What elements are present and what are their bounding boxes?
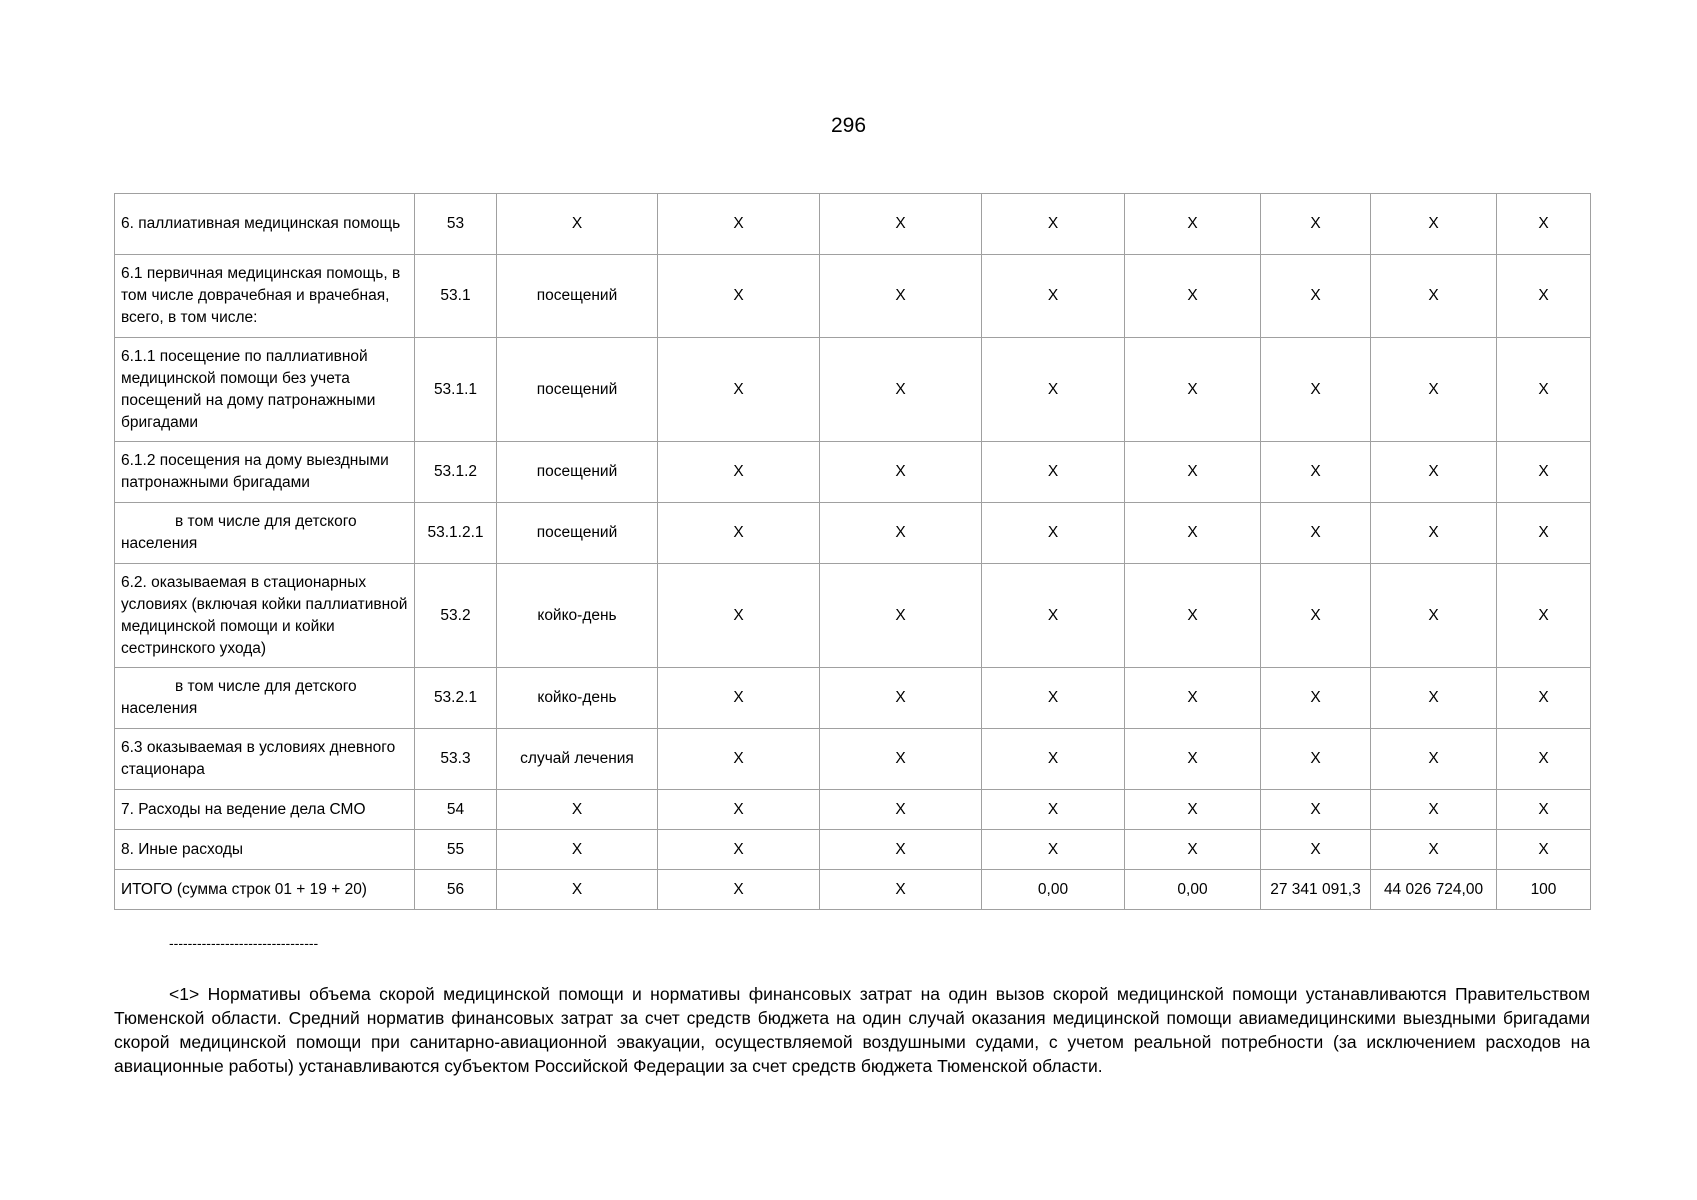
value-cell: X	[820, 442, 982, 503]
value-cell: X	[982, 729, 1125, 790]
value-cell: X	[1125, 194, 1261, 255]
table-row	[115, 870, 1591, 910]
table-row	[115, 503, 1591, 564]
unit-cell: X	[497, 194, 658, 255]
value-cell: X	[1261, 729, 1371, 790]
row-name-cell: 8. Иные расходы	[115, 830, 415, 870]
row-code-cell: 53.1	[415, 255, 497, 338]
row-code-cell: 56	[415, 870, 497, 910]
unit-cell: посещений	[497, 255, 658, 338]
value-cell: X	[1371, 503, 1497, 564]
unit-cell: случай лечения	[497, 729, 658, 790]
table-row	[115, 338, 1591, 442]
row-code-cell: 53.2	[415, 564, 497, 668]
value-cell: X	[1125, 729, 1261, 790]
footnote-text: <1> Нормативы объема скорой медицинской помощи и нормативы финансовых затрат на один вызов скорой медицинской помощи устанавливаются Правительством Тюменской области. Средний норматив финансовых затрат за счет средств бюджета на один случай оказания медицинской помощи авиамедицинскими выездными бригадами скорой медицинской помощи при санитарно-авиационной эвакуации, осуществляемой воздушными судами, с учетом реальной потребности (за исключением расходов на авиационные работы) устанавливаются субъектом Российской Федерации за счет средств бюджета Тюменской области.	[114, 984, 1590, 1076]
table-body	[115, 194, 1591, 910]
value-cell: X	[1371, 338, 1497, 442]
value-cell: X	[820, 338, 982, 442]
value-cell: X	[1371, 564, 1497, 668]
value-cell: X	[1497, 338, 1591, 442]
value-cell: X	[820, 194, 982, 255]
row-name-cell: в том числе для детского населения	[115, 668, 415, 729]
value-cell: X	[1497, 564, 1591, 668]
value-cell: X	[1261, 830, 1371, 870]
row-code-cell: 53.1.2	[415, 442, 497, 503]
value-cell: X	[1497, 790, 1591, 830]
table-row	[115, 564, 1591, 668]
unit-cell: посещений	[497, 503, 658, 564]
unit-cell: посещений	[497, 338, 658, 442]
row-code-cell: 55	[415, 830, 497, 870]
value-cell: X	[658, 338, 820, 442]
value-cell: X	[1371, 255, 1497, 338]
value-cell: X	[1371, 668, 1497, 729]
value-cell: X	[1125, 503, 1261, 564]
value-cell: X	[1497, 194, 1591, 255]
unit-cell: посещений	[497, 442, 658, 503]
value-cell: X	[1371, 194, 1497, 255]
value-cell: X	[982, 503, 1125, 564]
value-cell: X	[1497, 442, 1591, 503]
unit-cell: койко-день	[497, 668, 658, 729]
value-cell: X	[658, 564, 820, 668]
value-cell: X	[982, 442, 1125, 503]
value-cell: X	[820, 870, 982, 910]
value-cell: X	[1371, 729, 1497, 790]
value-cell: X	[1125, 790, 1261, 830]
data-table	[114, 193, 1591, 910]
value-cell: X	[1497, 729, 1591, 790]
value-cell: X	[820, 790, 982, 830]
value-cell: 44 026 724,00	[1371, 870, 1497, 910]
value-cell: X	[982, 564, 1125, 668]
value-cell: X	[658, 870, 820, 910]
value-cell: X	[1125, 668, 1261, 729]
row-code-cell: 54	[415, 790, 497, 830]
value-cell: X	[1371, 442, 1497, 503]
table-row	[115, 194, 1591, 255]
value-cell: X	[658, 194, 820, 255]
value-cell: X	[1371, 830, 1497, 870]
row-code-cell: 53	[415, 194, 497, 255]
value-cell: X	[1125, 442, 1261, 503]
unit-cell: X	[497, 870, 658, 910]
value-cell: X	[658, 442, 820, 503]
value-cell: X	[658, 668, 820, 729]
value-cell: X	[1261, 564, 1371, 668]
row-code-cell: 53.1.2.1	[415, 503, 497, 564]
value-cell: X	[1497, 668, 1591, 729]
row-name-cell: 6.1.1 посещение по паллиативной медицинской помощи без учета посещений на дому патронажными бригадами	[115, 338, 415, 442]
value-cell: X	[1261, 503, 1371, 564]
unit-cell: X	[497, 830, 658, 870]
value-cell: X	[1125, 255, 1261, 338]
value-cell: X	[1497, 830, 1591, 870]
row-name-cell: 6.1 первичная медицинская помощь, в том числе доврачебная и врачебная, всего, в том числе:	[115, 255, 415, 338]
value-cell: 0,00	[1125, 870, 1261, 910]
value-cell: X	[1261, 790, 1371, 830]
value-cell: 0,00	[982, 870, 1125, 910]
row-name-cell: 7. Расходы на ведение дела СМО	[115, 790, 415, 830]
value-cell: X	[658, 255, 820, 338]
table-row	[115, 255, 1591, 338]
table-row	[115, 729, 1591, 790]
table-row	[115, 668, 1591, 729]
value-cell: X	[982, 668, 1125, 729]
value-cell: 27 341 091,3	[1261, 870, 1371, 910]
row-name-cell: 6.3 оказываемая в условиях дневного стационара	[115, 729, 415, 790]
value-cell: X	[1125, 830, 1261, 870]
value-cell: X	[1125, 338, 1261, 442]
value-cell: X	[658, 790, 820, 830]
value-cell: X	[1125, 564, 1261, 668]
value-cell: X	[1261, 255, 1371, 338]
unit-cell: X	[497, 790, 658, 830]
value-cell: X	[1371, 790, 1497, 830]
value-cell: X	[982, 338, 1125, 442]
table-row	[115, 442, 1591, 503]
row-name-cell: в том числе для детского населения	[115, 503, 415, 564]
table-row	[115, 790, 1591, 830]
footnote-separator: --------------------------------	[169, 935, 319, 951]
value-cell: X	[982, 830, 1125, 870]
table-row	[115, 830, 1591, 870]
row-code-cell: 53.3	[415, 729, 497, 790]
value-cell: X	[820, 830, 982, 870]
row-name-cell: 6.2. оказываемая в стационарных условиях (включая койки паллиативной медицинской помощи и койки сестринского ухода)	[115, 564, 415, 668]
value-cell: X	[658, 503, 820, 564]
value-cell: X	[1261, 442, 1371, 503]
value-cell: X	[1497, 503, 1591, 564]
row-code-cell: 53.2.1	[415, 668, 497, 729]
row-name-cell: ИТОГО (сумма строк 01 + 19 + 20)	[115, 870, 415, 910]
value-cell: X	[820, 255, 982, 338]
value-cell: X	[1261, 194, 1371, 255]
value-cell: X	[982, 194, 1125, 255]
value-cell: X	[820, 503, 982, 564]
value-cell: X	[820, 564, 982, 668]
row-name-cell: 6. паллиативная медицинская помощь	[115, 194, 415, 255]
value-cell: X	[1261, 338, 1371, 442]
page-number: 296	[830, 114, 867, 137]
row-name-cell: 6.1.2 посещения на дому выездными патронажными бригадами	[115, 442, 415, 503]
value-cell: X	[982, 255, 1125, 338]
value-cell: X	[982, 790, 1125, 830]
row-code-cell: 53.1.1	[415, 338, 497, 442]
value-cell: X	[658, 729, 820, 790]
value-cell: 100	[1497, 870, 1591, 910]
value-cell: X	[1497, 255, 1591, 338]
unit-cell: койко-день	[497, 564, 658, 668]
value-cell: X	[658, 830, 820, 870]
value-cell: X	[820, 668, 982, 729]
value-cell: X	[1261, 668, 1371, 729]
value-cell: X	[820, 729, 982, 790]
